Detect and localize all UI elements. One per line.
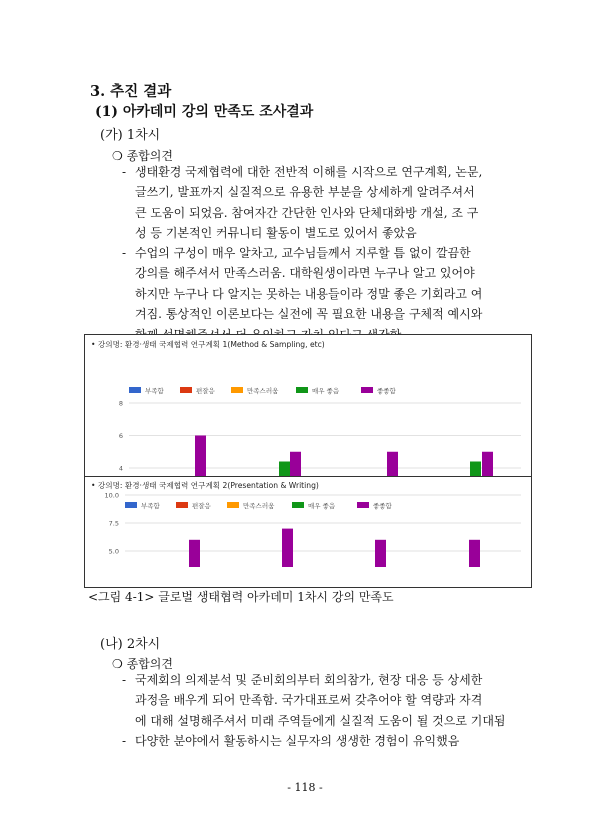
part1-item-1: - 생태환경 국제협력에 대한 전반적 이해를 시작으로 연구계획, 논문, 글쓰기, 발표까지 실질적으로 유용한 부분을 상세하게 알려주셔서 큰 도움이 되었음. 참여자간 간단한 인사와 단체대화방 개설, 조 구 성 등 기본적인 커뮤니티 활동이 별도로 있어서 좋았음 [122,162,532,244]
text-line: 국제회의 의제분석 및 준비회의부터 회의참가, 현장 대응 등 상세한 [135,673,483,687]
text-line: 과정을 배우게 되어 만족함. 국가대표로써 갖추어야 할 역량과 자격 [135,693,483,708]
text-line: 수업의 구성이 매우 알차고, 교수님들께서 지루할 틈 없이 깔끔한 [135,246,471,260]
legend-swatch [180,387,192,393]
bar [387,452,398,477]
section-title: 3. 추진 결과 [90,83,172,100]
chart2 [85,487,531,587]
legend-swatch [296,387,308,393]
part2-heading: (나) 2차시 [100,637,161,652]
bar [469,540,480,567]
legend-label: 편잘응 [192,502,211,510]
bar [195,436,206,478]
y-tick-label: 7.5 [108,519,119,528]
part2-bullet: ❍ 종합의견 [112,657,173,671]
legend-label: 좋좋함 [373,502,392,510]
bar [189,540,200,567]
chart2-title: • 강의명: 환경·생태 국제협력 연구계획 2(Presentation & Writing) [91,481,319,490]
legend-swatch [227,502,239,508]
legend-swatch [231,387,243,393]
part1-bullet: ❍ 종합의견 [112,149,173,163]
bar [282,529,293,567]
chart-divider [85,476,531,477]
text-line: 에 대해 설명해주셔서 미래 주역들에게 실질적 도움이 될 것으로 기대됨 [135,713,506,728]
part1-heading: (가) 1차시 [100,128,161,143]
legend-swatch [357,502,369,508]
y-tick-label: 5.0 [108,547,119,556]
text-line: 큰 도움이 되었음. 참여자간 간단한 인사와 단체대화방 개설, 조 구 [135,205,479,220]
text-line: 하지만 누구나 다 알지는 못하는 내용들이라 정말 좋은 기회라고 여 [135,286,483,301]
legend-swatch [125,502,137,508]
legend-swatch [361,387,373,393]
part2-item-1: - 국제회의 의제분석 및 준비회의부터 회의참가, 현장 대응 등 상세한 과정을 배우게 되어 만족함. 국가대표로써 갖추어야 할 역량과 자격 에 대해 설명해주셔서 미래 주역들에게 실질적 도움이 될 것으로 기대됨 [122,670,532,731]
figure-caption: <그림 4-1> 글로벌 생태협력 아카데미 1차시 강의 만족도 [88,590,394,604]
legend-swatch [292,502,304,508]
page-number: - 118 - [287,781,323,794]
text-line: 생태환경 국제협력에 대한 전반적 이해를 시작으로 연구계획, 논문, [135,165,483,179]
bar [279,462,290,478]
y-tick-label: 10.0 [104,491,119,500]
chart1 [85,347,531,477]
text-line: 성 등 기본적인 커뮤니티 활동이 별도로 있어서 좋았음 [135,226,417,241]
text-line: 강의를 해주셔서 만족스러움. 대학원생이라면 누구나 알고 있어야 [135,266,475,281]
legend-swatch [129,387,141,393]
y-tick-label: 4 [118,464,123,473]
legend-label: 편잘응 [196,387,215,395]
legend-label: 부족함 [141,502,160,510]
legend-label: 만족스러움 [243,502,275,510]
legend-swatch [176,502,188,508]
bar [470,462,481,478]
bar [290,452,301,477]
chart1-title: • 강의명: 환경·생태 국제협력 연구계획 1(Method & Sampling, etc) [91,340,325,349]
legend-label: 좋좋함 [377,387,396,395]
y-tick-label: 8 [118,399,123,408]
bar [482,452,493,477]
part1-item-2: - 수업의 구성이 매우 알차고, 교수님들께서 지루할 틈 없이 깔끔한 강의를 해주셔서 만족스러움. 대학원생이라면 누구나 알고 있어야 하지만 누구나 다 알지는 못하는 내용들이라 정말 좋은 기회라고 여 겨짐. 통상적인 이론보다는 실전에 꼭 필요한 내용을 구체적 예시와 [122,243,532,345]
figure-box [84,334,532,588]
text-line: 겨짐. 통상적인 이론보다는 실전에 꼭 필요한 내용을 구체적 예시와 [135,307,483,322]
text-line: 글쓰기, 발표까지 실질적으로 유용한 부분을 상세하게 알려주셔서 [135,185,475,200]
legend-label: 만족스러움 [247,387,279,395]
legend-label: 부족함 [145,387,164,395]
y-tick-label: 6 [118,432,123,440]
legend-label: 매우 좋음 [308,502,336,510]
subsection-title: (1) 아카데미 강의 만족도 조사결과 [95,104,314,120]
bar [375,540,386,567]
part2-item-2: - 다양한 분야에서 활동하시는 실무자의 생생한 경험이 유익했음 [122,731,532,751]
text-line: 다양한 분야에서 활동하시는 실무자의 생생한 경험이 유익했음 [135,734,460,748]
legend-label: 매우 좋음 [312,387,340,395]
